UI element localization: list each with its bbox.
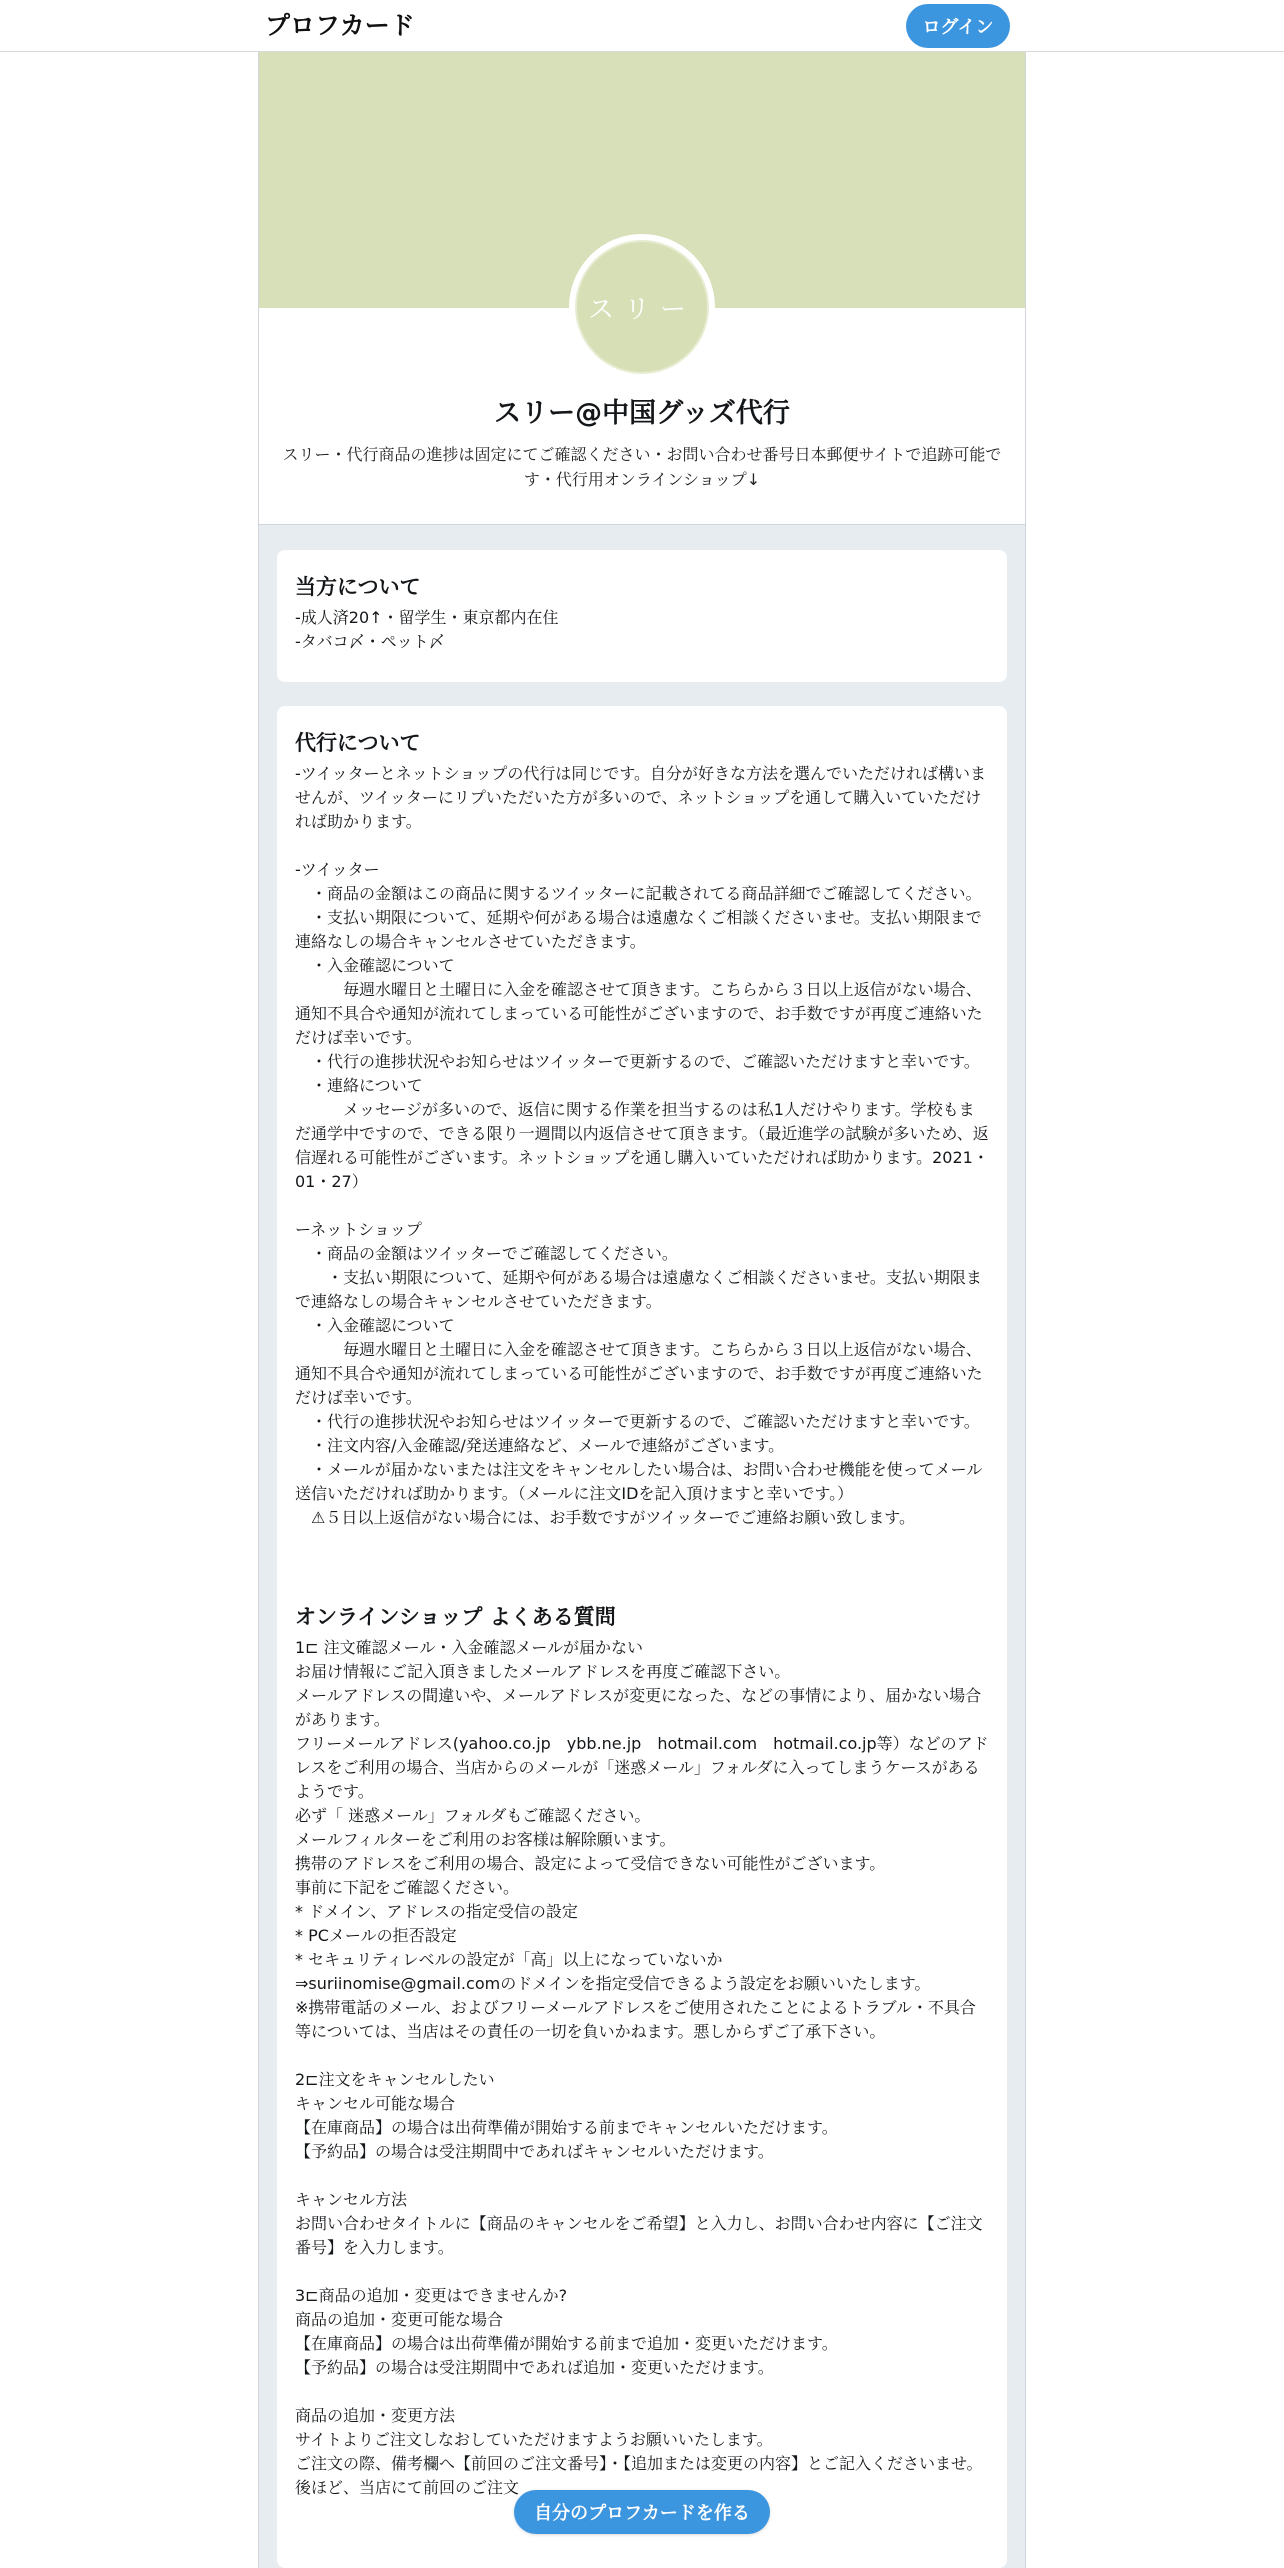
section-card-faq (277, 1580, 1007, 2568)
section-body: -ツイッターとネットショップの代行は同じです。自分が好きな方法を選んでいただければ構いませんが、ツイッターにリプいただいた方が多いので、ネットショップを通して購入いていただければ助かります。 -ツイッター ・商品の金額はこの商品に関するツイッターに記載されてる商品詳細でご確認してください。 ・支払い期限について、延期や何がある場合は遠慮なくご相談くださいませ。支払い期限まで連絡なしの場合キャンセルさせていただきます。 ・入金確認について 毎週水曜日と土曜日に入金を確認させて頂きます。こちらから３日以上返信がない場合、通知不具合や通知が流れてしまっている可能性がございますので、お手数ですが再度ご連絡いただけば幸いです。 ・代行の進捗状況やお知らせはツイッターで更新するので、ご確認いただけますと幸いです。 ・連絡について メッセージが多いので、返信に関する作業を担当するのは私1人だけやります。学校もまだ通学中ですので、できる限り一週間以内返信させて頂きます。（最近進学の試験が多いため、返信遅れる可能性がございます。ネットショップを通し購入いていただければ助かります。2021・01・27） ーネットショップ ・商品の金額はツイッターでご確認してください。 ・支払い期限について、延期や何がある場合は遠慮なくご相談くださいませ。支払い期限まで連絡なしの場合キャンセルさせていただきます。 ・入金確認について 毎週水曜日と土曜日に入金を確認させて頂きます。こちらから３日以上返信がない場合、通知不具合や通知が流れてしまっている可能性がございますので、お手数ですが再度ご連絡いただけば幸いです。 ・代行の進捗状況やお知らせはツイッターで更新するので、ご確認いただけますと幸いです。 ・注文内容/入金確認/発送連絡など、メールで連絡がございます。 ・メールが届かないまたは注文をキャンセルしたい場合は、お問い合わせ機能を使ってメール送信いただければ助かります。（メールに注文IDを記入頂けますと幸いです。） ⚠５日以上返信がない場合には、お手数ですがツイッターでご連絡お願い致します。 (295, 764, 989, 1527)
avatar (569, 234, 715, 380)
section-body: 1⊏ 注文確認メール・入金確認メールが届かない お届け情報にご記入頂きましたメールアドレスを再度ご確認下さい。 メールアドレスの間違いや、メールアドレスが変更になった、などの事情により、届かない場合があります。 フリーメールアドレス(yahoo.co.jp ybb.ne.jp hotmail.com hotmail.co.jp等）などのアドレスをご利用の場合、当店からのメールが「迷惑メール」フォルダに入ってしまうケースがあるようです。 必ず「 迷惑メール」フォルダもご確認ください。 メールフィルターをご利用のお客様は解除願います。 携帯のアドレスをご利用の場合、設定によって受信できない可能性がございます。 事前に下記をご確認ください。 * ドメイン、アドレスの指定受信の設定 * PCメールの拒否設定 * セキュリティレベルの設定が「高」以上になっていないか ⇒suriinomise@gmail.comのドメインを指定受信できるよう設定をお願いいたします。 ※携帯電話のメール、およびフリーメールアドレスをご使用されたことによるトラブル・不具合等については、当店はその責任の一切を負いかねます。悪しからずご了承下さい。 2⊏注文をキャンセルしたい キャンセル可能な場合 【在庫商品】の場合は出荷準備が開始する前までキャンセルいただけます。 【予約品】の場合は受注期間中であればキャンセルいただけます。 キャンセル方法 お問い合わせタイトルに【商品のキャンセルをご希望】と入力し、お問い合わせ内容に【ご注文番号】を入力します。 3⊏商品の追加・変更はできませんか? 商品の追加・変更可能な場合 【在庫商品】の場合は出荷準備が開始する前まで追加・変更いただけます。 【予約品】の場合は受注期間中であれば追加・変更いただけます。 商品の追加・変更方法 サイトよりご注文しなおしていただけますようお願いいたします。 ご注文の際、備考欄へ【前回のご注文番号】・【追加または変更の内容】とご記入くださいませ。 後ほど、当店にて前回のご注文 (295, 1638, 989, 2497)
section-title: 当方について (295, 575, 421, 599)
profile-name: スリー@中国グッズ代行 (494, 398, 790, 429)
avatar-text: スリー (587, 294, 696, 325)
section-title: 代行について (295, 731, 421, 755)
section-card-about (277, 550, 1007, 682)
site-logo[interactable]: プロフカード (265, 11, 415, 40)
section-title: オンラインショップ よくある質問 (295, 1605, 616, 1629)
profile-description: スリー・代行商品の進捗は固定にてご確認ください・お問い合わせ番号日本郵便サイトで追跡可能です・代行用オンラインショップ↓ (282, 445, 1002, 489)
create-profile-card-button[interactable]: 自分のプロフカードを作る (514, 2490, 770, 2534)
login-button[interactable]: ログイン (906, 4, 1010, 48)
profile-column[interactable] (258, 52, 1026, 2568)
section-card-agency (277, 706, 1007, 1606)
profile-header (259, 52, 1025, 525)
avatar-image (575, 240, 709, 374)
section-body: -成人済20↑・留学生・東京都内在住 -タバコ〆・ペット〆 (295, 608, 559, 651)
top-header (0, 0, 1284, 52)
